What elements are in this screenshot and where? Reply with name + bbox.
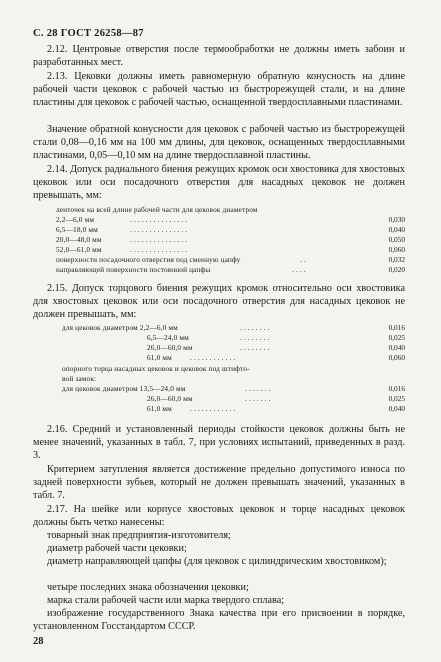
axial-row: для цековок диаметром 2,2—6,0 мм (62, 323, 178, 332)
axial-value: 0,040 (388, 343, 405, 352)
radial-value: 0,030 (388, 215, 405, 224)
paragraph-2-16: 2.16. Средний и установленный периоды стойкости цековок должны быть не менее значений, указанных в табл. 7, при условиях испытаний, приведенных в разд. 3. (33, 424, 405, 462)
radial-row-header: ленточек на всей длине рабочей части для цековок диаметром (56, 205, 258, 214)
axial-row: 26,0—60,0 мм (147, 394, 193, 403)
axial-value: 0,025 (388, 333, 405, 342)
leader-dots: . . . . . . . . (240, 343, 270, 352)
axial-row-subheader: опорного торца насадных цековок и цековок под штифто- (62, 364, 250, 373)
marking-item: диаметр направляющей цапфы (для цековок с цилиндрическим хвостовиком); (47, 556, 387, 567)
radial-row: 2,2—6,0 мм (56, 215, 95, 224)
page-number: 28 (33, 636, 44, 647)
leader-dots: . . . . . . . . . . . . . . . (130, 225, 188, 234)
marking-item: диаметр рабочей части цековки; (47, 543, 187, 554)
leader-dots: . . . . . . . . (240, 323, 270, 332)
radial-value: 0,050 (388, 235, 405, 244)
radial-value: 0,060 (388, 245, 405, 254)
paragraph-2-12: 2.12. Центровые отверстия после термообработки не должны иметь забоин и разработанных мест. (33, 44, 405, 69)
radial-row: поверхности посадочного отверстия под сменную цапфу (56, 255, 241, 264)
axial-value: 0,016 (388, 384, 405, 393)
paragraph-2-14: 2.14. Допуск радиального биения режущих кромок оси хвостовика для хвостовых цековок или оси посадочного отверстия для насадных цековок не должен превышать, мм: (33, 164, 405, 202)
paragraph-conicity: Значение обратной конусности для цековок с рабочей частью из быстрорежущей стали 0,08—0,16 мм на 100 мм длины, для цековок, оснащенных твердосплавными пластинами, 0,05—0,10 мм на длине твердосплавной пластины. (33, 124, 405, 162)
axial-row-subheader: вой замок: (62, 374, 97, 383)
leader-dots: . . . . . . . . (240, 333, 270, 342)
axial-value: 0,040 (388, 404, 405, 413)
paragraph-2-13: 2.13. Цековки должны иметь равномерную обратную конусность на длине рабочей части цековок с рабочей частью из быстрорежущей стали, и на длине пластины для цековок с рабочей частью, оснащенной твердосплавными пластинами. (33, 71, 405, 109)
leader-dots: . . . . . . . . . . . . . . . (130, 235, 188, 244)
marking-item: четыре последних знака обозначения цековки; (47, 582, 249, 593)
leader-dots: . . (300, 255, 306, 264)
paragraph-2-15: 2.15. Допуск торцового биения режущих кромок относительно оси хвостовика для хвостовых цековок или оси посадочного отверстия для насадных цековок не должен превышать, мм: (33, 283, 405, 321)
leader-dots: . . . . . . . . . . . . . . . (130, 245, 188, 254)
axial-row: 6,5—24,0 мм (147, 333, 189, 342)
radial-row: 20,0—48,0 мм (56, 235, 102, 244)
leader-dots: . . . . . . . . . . . . (190, 404, 236, 413)
axial-value: 0,060 (388, 353, 405, 362)
paragraph-criterion: Критерием затупления является достижение предельно допустимого износа по задней поверхности зубьев, который не должен превышать значений, указанных в табл. 7. (33, 464, 405, 502)
leader-dots: . . . . (292, 265, 306, 274)
leader-dots: . . . . . . . . . . . . (190, 353, 236, 362)
radial-row: 52,0—61,0 мм (56, 245, 102, 254)
leader-dots: . . . . . . . . . . . . . . . (130, 215, 188, 224)
marking-item: изображение государственного Знака качества при его присвоении в порядке, установленном Госстандартом СССР. (33, 608, 405, 633)
axial-row: 61,0 мм (147, 353, 172, 362)
radial-value: 0,040 (388, 225, 405, 234)
leader-dots: . . . . . . . (245, 384, 271, 393)
axial-row: для цековок диаметром 13,5—24,0 мм (62, 384, 186, 393)
marking-item: марка стали рабочей части или марка твердого сплава; (47, 595, 285, 606)
axial-row: 61,0 мм (147, 404, 172, 413)
radial-row: 6,5—18,0 мм (56, 225, 98, 234)
axial-value: 0,025 (388, 394, 405, 403)
leader-dots: . . . . . . . (245, 394, 271, 403)
paragraph-2-17: 2.17. На шейке или корпусе хвостовых цековок и торце насадных цековок должны быть четко нанесены: (33, 504, 405, 529)
radial-value: 0,032 (388, 255, 405, 264)
radial-row: направляющей поверхности постоянной цапфы (56, 265, 211, 274)
axial-row: 26,0—60,0 мм (147, 343, 193, 352)
radial-value: 0,020 (388, 265, 405, 274)
marking-item: товарный знак предприятия-изготовителя; (47, 530, 231, 541)
page-header: С. 28 ГОСТ 26258—87 (33, 28, 144, 39)
axial-value: 0,016 (388, 323, 405, 332)
